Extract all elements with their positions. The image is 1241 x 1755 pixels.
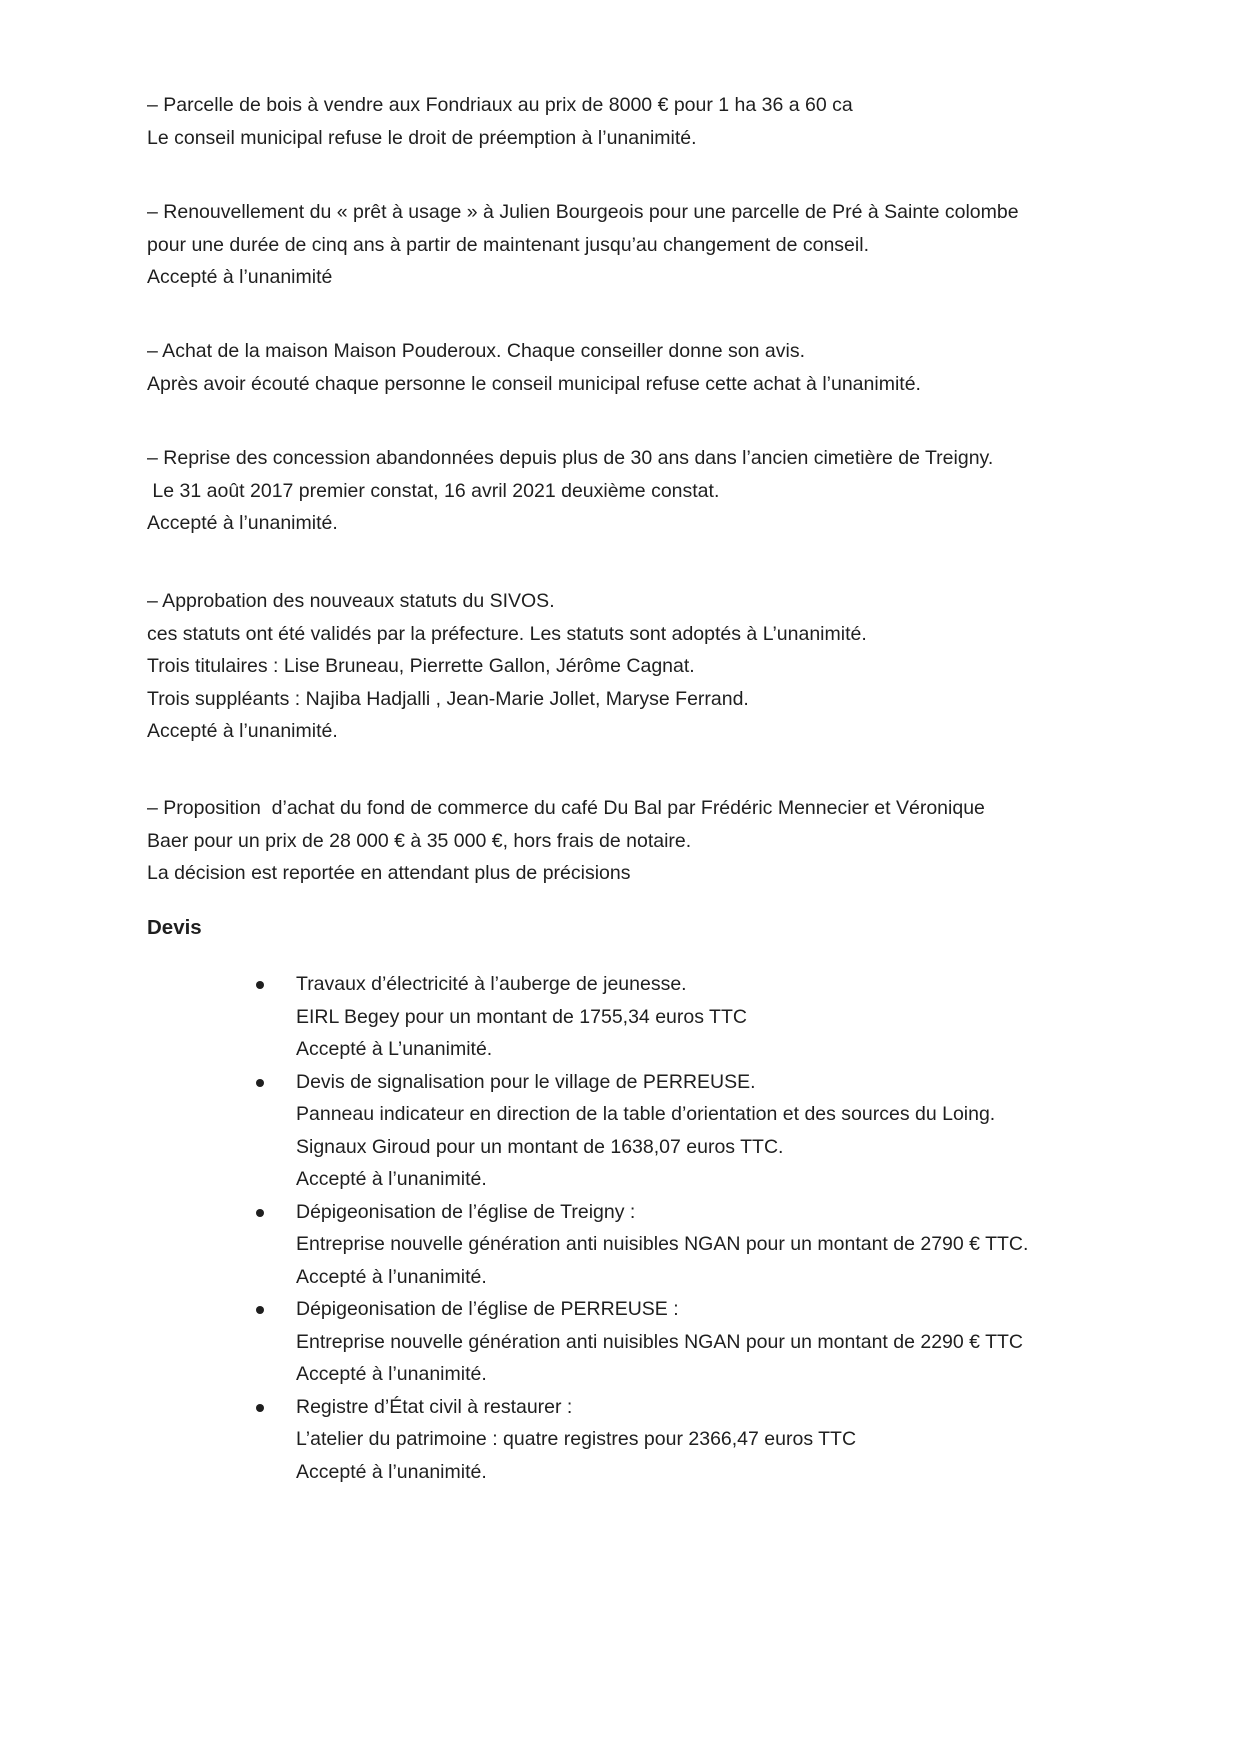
paragraph-reprise-concessions (147, 442, 1107, 540)
devis-list (147, 968, 1107, 1488)
text-line: Registre d’État civil à restaurer : (296, 1395, 573, 1418)
text-line: Travaux d’électricité à l’auberge de jeunesse. (296, 973, 687, 995)
text-line: Signaux Giroud pour un montant de 1638,07 euros TTC. (296, 1135, 784, 1158)
text-line: Accepté à l’unanimité. (147, 720, 338, 742)
list-item (147, 1196, 1107, 1294)
text-line: – Approbation des nouveaux statuts du SIVOS. (147, 590, 555, 612)
text-line: Dépigeonisation de l’église de Treigny : (296, 1200, 636, 1223)
text-line: Trois titulaires : Lise Bruneau, Pierrette Gallon, Jérôme Cagnat. (147, 655, 695, 677)
bullet-icon (256, 981, 264, 989)
text-line: EIRL Begey pour un montant de 1755,34 euros TTC (296, 1005, 747, 1028)
text-line: Entreprise nouvelle génération anti nuisibles NGAN pour un montant de 2290 € TTC (296, 1330, 1023, 1353)
bullet-icon (256, 1209, 264, 1217)
text-line: Panneau indicateur en direction de la table d’orientation et des sources du Loing. (296, 1103, 996, 1125)
text-line: Entreprise nouvelle génération anti nuisibles NGAN pour un montant de 2790 € TTC. (296, 1233, 1029, 1255)
text-line: Accepté à l’unanimité. (296, 1265, 487, 1288)
text-line: – Renouvellement du « prêt à usage » à Julien Bourgeois pour une parcelle de Pré à Sainte colombe (147, 201, 1019, 223)
text-line: Accepté à l’unanimité. (296, 1460, 487, 1483)
paragraph-fond-commerce (147, 792, 1107, 890)
text-line: Accepté à l’unanimité (147, 266, 333, 288)
text-line: Baer pour un prix de 28 000 € à 35 000 €, hors frais de notaire. (147, 829, 692, 852)
text-line: ces statuts ont été validés par la préfecture. Les statuts sont adoptés à L’unanimité. (147, 622, 867, 645)
text-line: Accepté à l’unanimité. (296, 1363, 487, 1385)
paragraph-parcelle-bois (147, 89, 1107, 154)
bullet-icon (256, 1306, 264, 1314)
section-heading-devis: Devis (147, 916, 202, 939)
text-line: – Reprise des concession abandonnées depuis plus de 30 ans dans l’ancien cimetière de Treigny. (147, 447, 994, 469)
text-line: Le 31 août 2017 premier constat, 16 avril 2021 deuxième constat. (147, 479, 720, 502)
list-item (147, 1391, 1107, 1489)
text-line: – Achat de la maison Maison Pouderoux. Chaque conseiller donne son avis. (147, 340, 805, 362)
text-line: Après avoir écouté chaque personne le conseil municipal refuse cette achat à l’unanimité. (147, 372, 921, 395)
paragraph-statuts-sivos (147, 585, 1107, 748)
text-line: Accepté à l’unanimité. (296, 1168, 487, 1190)
text-line: Dépigeonisation de l’église de PERREUSE : (296, 1298, 679, 1320)
bullet-icon (256, 1404, 264, 1412)
text-line: Trois suppléants : Najiba Hadjalli , Jean-Marie Jollet, Maryse Ferrand. (147, 687, 749, 710)
paragraph-achat-maison (147, 335, 1107, 400)
text-line: Le conseil municipal refuse le droit de préemption à l’unanimité. (147, 126, 697, 149)
text-line: Accepté à L’unanimité. (296, 1038, 493, 1060)
list-item (147, 968, 1107, 1066)
text-line: Devis de signalisation pour le village de PERREUSE. (296, 1070, 756, 1093)
paragraph-pret-usage (147, 196, 1107, 294)
text-line: pour une durée de cinq ans à partir de maintenant jusqu’au changement de conseil. (147, 233, 869, 256)
text-line: La décision est reportée en attendant plus de précisions (147, 862, 631, 884)
text-line: Accepté à l’unanimité. (147, 512, 338, 534)
text-line: – Parcelle de bois à vendre aux Fondriaux au prix de 8000 € pour 1 ha 36 a 60 ca (147, 94, 853, 116)
bullet-icon (256, 1079, 264, 1087)
text-line: – Proposition d’achat du fond de commerce du café Du Bal par Frédéric Mennecier et Véronique (147, 797, 985, 819)
text-line: L’atelier du patrimoine : quatre registres pour 2366,47 euros TTC (296, 1428, 857, 1450)
list-item (147, 1066, 1107, 1196)
list-item (147, 1293, 1107, 1391)
